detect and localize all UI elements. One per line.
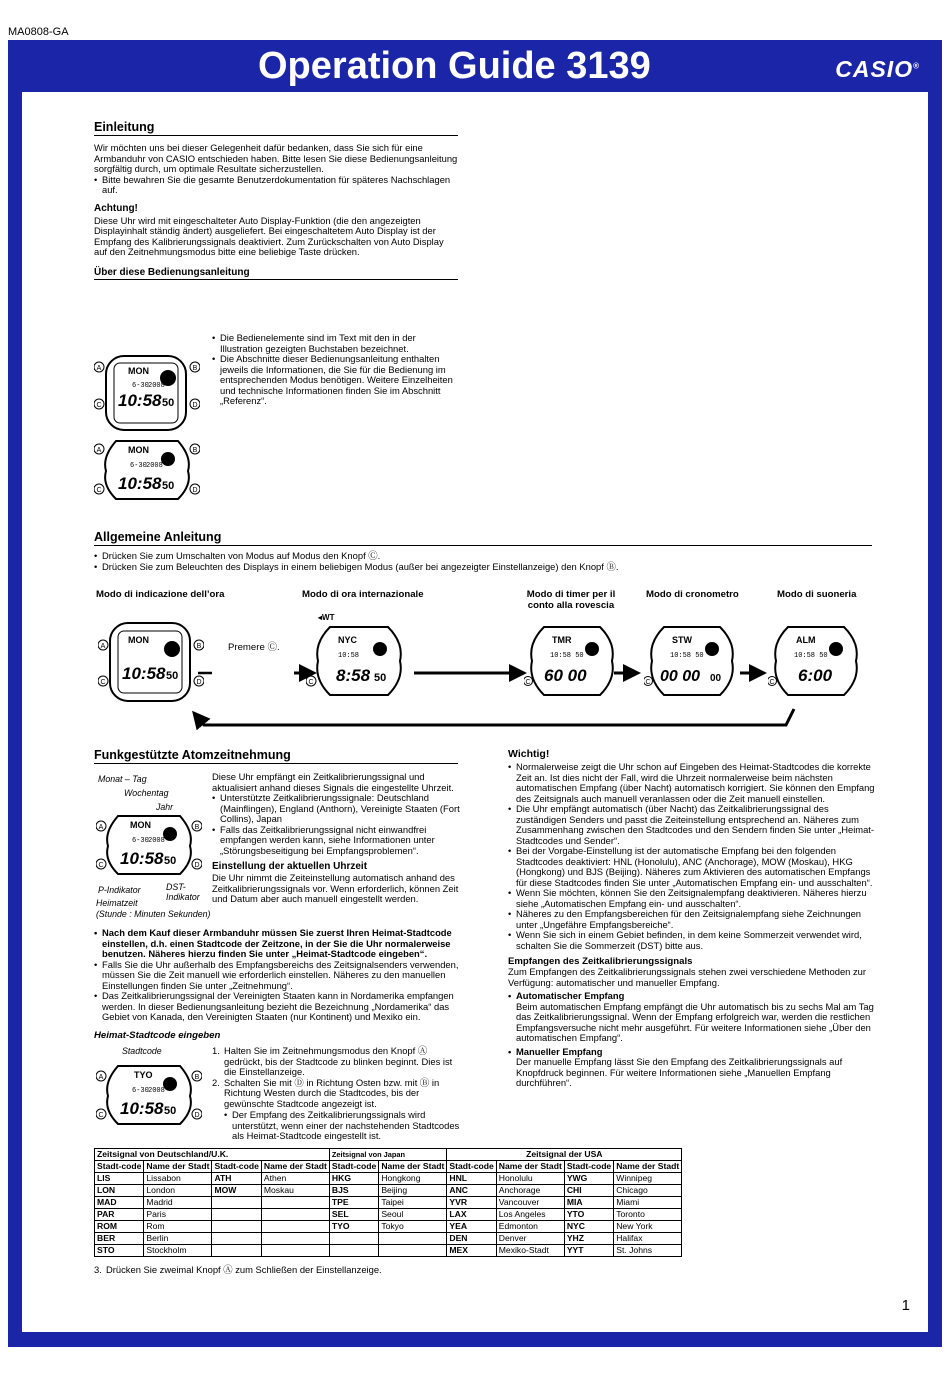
important-section bbox=[508, 748, 878, 1089]
step-2: 2. Schalten Sie mit Ⓓ in Richtung Osten bzw. mit Ⓑ in Richtung Westen durch die Stadtcodes, bis der gewünschte Stadtcode angezeigt ist. bbox=[212, 1076, 440, 1109]
table-header-name: Name der Stadt bbox=[379, 1161, 447, 1173]
mode-sub-2: 10:58 50 bbox=[550, 652, 584, 660]
table-row bbox=[95, 1220, 682, 1232]
logo-text: CASIO bbox=[835, 56, 914, 82]
city-name-cell: Halifax bbox=[614, 1232, 682, 1244]
mode-label-timekeeping: Modo di indicazione dell’ora bbox=[96, 589, 225, 600]
svg-text:B: B bbox=[196, 643, 202, 650]
svg-text:C: C bbox=[769, 679, 775, 686]
city-code-cell bbox=[212, 1220, 261, 1232]
city-code-cell: MOW bbox=[212, 1184, 261, 1196]
content-area bbox=[22, 92, 928, 1332]
city-code-cell: HNL bbox=[447, 1172, 496, 1184]
city-code-cell: TPE bbox=[329, 1196, 378, 1208]
intro-bullet: • Bitte bewahren Sie die gesamte Benutzerdokumentation für späteres Nachschlagen auf. bbox=[94, 175, 458, 196]
mode-main-1: 8:58 bbox=[336, 666, 371, 685]
important-bullet-6: • Wenn Sie sich in einem Gebiet befinden, in dem keine Sommerzeit verwendet wird, schalten Sie die Sommerzeit (DST) bitte aus. bbox=[508, 930, 878, 951]
radio-watch-diagram bbox=[94, 770, 214, 920]
city-code-cell: MEX bbox=[447, 1244, 496, 1256]
table-row bbox=[95, 1232, 682, 1244]
intro-text: Wir möchten uns bei dieser Gelegenheit dafür bedanken, dass Sie sich für eine Armbanduhr von CASIO entschieden haben. Bitte lesen Sie diese Bedienungsanleitung sorgfältig durch, um optimale Resultate sicherzustellen. bbox=[94, 142, 458, 174]
page-frame bbox=[8, 40, 942, 1347]
lcd-date: 6-30 bbox=[132, 382, 149, 390]
city-code-cell: TYO bbox=[329, 1220, 378, 1232]
home-city-title: Heimat-Stadtcode eingeben bbox=[94, 1030, 221, 1041]
city-code-cell: CHI bbox=[564, 1184, 613, 1196]
mode-watch-world-time bbox=[306, 621, 412, 705]
mode-watch-stopwatch bbox=[644, 621, 740, 705]
radio-lcd-seconds: 50 bbox=[164, 855, 177, 867]
city-name-cell: Tokyo bbox=[379, 1220, 447, 1232]
radio-lcd-date: 6-30 bbox=[132, 837, 149, 845]
general-bullet-1: • Drücken Sie zum Umschalten von Modus auf Modus den Knopf Ⓒ. bbox=[94, 551, 872, 562]
city-code-cell: LIS bbox=[95, 1172, 144, 1184]
important-bullet-3: • Bei der Vorgabe-Einstellung ist der automatische Empfang bei den folgenden Stadtcodes deaktiviert: HNL (Honolulu), ANC (Anchorage), MOW (Moskau), HKG (Hongkong) und BJS (Beijing). Näheres zum Aktivieren des automatischen Empfangs für diese Stadtcodes finden Sie unter „Automatischen Empfang ein- und ausschalten“. bbox=[508, 846, 878, 888]
svg-text:D: D bbox=[196, 679, 202, 686]
city-name-cell: Edmonton bbox=[496, 1220, 564, 1232]
table-row bbox=[95, 1184, 682, 1196]
city-code-cell bbox=[329, 1232, 378, 1244]
svg-text:D: D bbox=[194, 862, 200, 869]
table-group-header-us: Zeitsignal der USA bbox=[447, 1149, 682, 1161]
city-name-cell: Moskau bbox=[261, 1184, 329, 1196]
city-code-cell: YHZ bbox=[564, 1232, 613, 1244]
mode-top-1: NYC bbox=[338, 635, 358, 645]
mode-main-3: 00 00 bbox=[660, 668, 701, 685]
city-code-cell bbox=[212, 1244, 261, 1256]
city-name-cell: Mexiko-Stadt bbox=[496, 1244, 564, 1256]
label-weekday: Wochentag bbox=[124, 788, 169, 798]
home-lcd-seconds: 50 bbox=[164, 1105, 177, 1117]
lcd-day: MON bbox=[128, 366, 149, 376]
city-code-cell: YTO bbox=[564, 1208, 613, 1220]
city-code-cell: ANC bbox=[447, 1184, 496, 1196]
label-month-day: Monat – Tag bbox=[98, 774, 147, 784]
home-lcd-year: 2008 bbox=[148, 1087, 165, 1095]
warning-title: Achtung! bbox=[94, 202, 138, 214]
manual-receive-text: Der manuelle Empfang lässt Sie den Empfang des Zeitkalibrierungssignals auf Knopfdruck beginnen. Für weitere Informationen siehe „Manuellen Empfang durchführen“. bbox=[516, 1056, 843, 1088]
table-header-code: Stadt-code bbox=[564, 1161, 613, 1173]
home-lcd-city: TYO bbox=[134, 1070, 153, 1080]
about-bullets bbox=[212, 333, 460, 407]
general-bullet-2: • Drücken Sie zum Beleuchten des Displays in einem beliebigen Modus (außer bei angezeigter Einstellanzeige) den Knopf Ⓑ. bbox=[94, 562, 872, 573]
svg-text:C: C bbox=[96, 402, 102, 409]
radio-section-header bbox=[94, 748, 458, 764]
intro-title: Einleitung bbox=[94, 120, 458, 136]
mode-top-2: TMR bbox=[552, 635, 572, 645]
step-3: 3. Drücken Sie zweimal Knopf Ⓐ zum Schließen der Einstellanzeige. bbox=[94, 1264, 382, 1275]
press-c-label: Premere Ⓒ. bbox=[228, 642, 280, 653]
general-section bbox=[94, 530, 872, 572]
city-name-cell: Anchorage bbox=[496, 1184, 564, 1196]
table-column-headers bbox=[95, 1161, 682, 1173]
city-code-cell: SEL bbox=[329, 1208, 378, 1220]
mode-top-0: MON bbox=[128, 635, 149, 645]
city-code-cell: YVR bbox=[447, 1196, 496, 1208]
svg-text:B: B bbox=[192, 365, 198, 372]
city-name-cell: Stockholm bbox=[144, 1244, 212, 1256]
auto-receive-title: • Automatischer Empfang bbox=[508, 991, 878, 1002]
table-group-header-eu: Zeitsignal von Deutschland/U.K. bbox=[95, 1149, 330, 1161]
city-code-cell: DEN bbox=[447, 1232, 496, 1244]
important-bullet-1: • Normalerweise zeigt die Uhr schon auf Eingeben des Heimat-Stadtcodes die korrekte Zeit an. Ist dies nicht der Fall, wird die Uhrzeit normalerweise beim nächsten automatischen Empfang (über Nacht) automatisch korrigiert. Sie können den Empfang des Zeitsignals auch manuell veranlassen oder die Zeit manuell einstellen. bbox=[508, 762, 878, 804]
city-code-cell: STO bbox=[95, 1244, 144, 1256]
radio-lcd-year: 2008 bbox=[148, 837, 165, 845]
mode-main-0: 10:58 bbox=[122, 664, 166, 683]
flow-return-arrow bbox=[194, 709, 794, 725]
city-name-cell: Winnipeg bbox=[614, 1172, 682, 1184]
svg-text:B: B bbox=[194, 1074, 200, 1081]
mode-sub-1: 10:58 bbox=[338, 652, 360, 660]
about-bullet-1: • Die Bedienelemente sind im Text mit den in der Illustration gezeigten Buchstaben bezeichnet. bbox=[212, 333, 460, 354]
svg-text:B: B bbox=[192, 447, 198, 454]
page-number: 1 bbox=[901, 1297, 910, 1314]
lcd-seconds-2: 50 bbox=[162, 480, 175, 492]
radio-lcd-time: 10:58 bbox=[120, 849, 164, 868]
home-city-steps bbox=[212, 1046, 462, 1109]
city-code-cell: YEA bbox=[447, 1220, 496, 1232]
mode-sec-3: 00 bbox=[710, 673, 722, 684]
svg-text:D: D bbox=[194, 1112, 200, 1119]
about-bullet-2: • Die Abschnitte dieser Bedienungsanleitung enthalten jeweils die Informationen, die Sie für die Bedienung im entsprechenden Modus benötigen. Weitere Einzelheiten und technische Informationen finden Sie im Abschnitt „Referenz“. bbox=[212, 354, 460, 407]
lcd-time-2: 10:58 bbox=[118, 474, 162, 493]
document-id: MA0808-GA bbox=[8, 26, 69, 38]
city-name-cell: Toronto bbox=[614, 1208, 682, 1220]
city-code-cell: HKG bbox=[329, 1172, 378, 1184]
label-year: Jahr bbox=[156, 802, 174, 812]
home-city-watch-diagram bbox=[94, 1044, 214, 1134]
table-header-name: Name der Stadt bbox=[614, 1161, 682, 1173]
about-title: Über diese Bedienungsanleitung bbox=[94, 267, 458, 280]
table-row bbox=[95, 1196, 682, 1208]
city-name-cell: Miami bbox=[614, 1196, 682, 1208]
city-code-cell: YWG bbox=[564, 1172, 613, 1184]
radio-lcd-day: MON bbox=[130, 820, 151, 830]
mode-label-stopwatch: Modo di cronometro bbox=[646, 589, 739, 600]
city-name-cell: Taipei bbox=[379, 1196, 447, 1208]
table-row bbox=[95, 1172, 682, 1184]
table-group-header-jp: Zeitsignal von Japan bbox=[329, 1149, 446, 1161]
mode-sec-0: 50 bbox=[166, 670, 179, 682]
mode-label-timer: Modo di timer per il conto alla rovescia bbox=[526, 589, 616, 611]
svg-text:A: A bbox=[96, 365, 102, 372]
step-2-text: Schalten Sie mit Ⓓ in Richtung Osten bzw. mit Ⓑ in Richtung Westen durch die Stadtcodes, bis der gewünschte Stadtcode angezeigt ist. bbox=[224, 1076, 440, 1109]
important-title: Wichtig! bbox=[508, 748, 550, 760]
table-body bbox=[95, 1172, 682, 1256]
home-lcd-time: 10:58 bbox=[120, 1099, 164, 1118]
step-2-bullet-list bbox=[224, 1110, 462, 1142]
city-name-cell: Lissabon bbox=[144, 1172, 212, 1184]
city-code-cell: ATH bbox=[212, 1172, 261, 1184]
lcd-time: 10:58 bbox=[118, 391, 162, 410]
table-row bbox=[95, 1244, 682, 1256]
setting-title: Einstellung der aktuellen Uhrzeit bbox=[212, 861, 368, 872]
svg-text:A: A bbox=[96, 447, 102, 454]
city-name-cell: Berlin bbox=[144, 1232, 212, 1244]
city-code-cell: YYT bbox=[564, 1244, 613, 1256]
receive-title: Empfangen des Zeitkalibrierungssignals bbox=[508, 956, 693, 967]
svg-text:A: A bbox=[100, 643, 106, 650]
step-3-list bbox=[94, 1265, 460, 1276]
warning-text: Diese Uhr wird mit eingeschalteter Auto Display-Funktion (die den angezeigten Displayinhalt ständig ändert) ausgeliefert. Bei eingeschaltetem Auto Display ist der Empfang des Kalibrierungssignals deaktiviert. Zum Zurückschalten von Auto Display auf den Zeitnehmungsmodus bitte eine beliebige Taste drücken. bbox=[94, 214, 444, 257]
city-code-cell: NYC bbox=[564, 1220, 613, 1232]
lcd-year: 2008 bbox=[148, 382, 165, 390]
table-row bbox=[95, 1208, 682, 1220]
city-code-cell: BER bbox=[95, 1232, 144, 1244]
important-bullet-5: • Näheres zu den Empfangsbereichen für den Zeitsignalempfang siehe Zeichnungen unter „Ungefähre Empfangsbereiche“. bbox=[508, 909, 878, 930]
mode-top-4: ALM bbox=[796, 635, 816, 645]
label-home-time-note: (Stunde : Minuten Sekunden) bbox=[96, 909, 211, 919]
city-code-table bbox=[94, 1148, 682, 1257]
svg-text:C: C bbox=[100, 679, 106, 686]
svg-text:D: D bbox=[192, 402, 198, 409]
svg-text:C: C bbox=[645, 679, 651, 686]
label-dst-indicator: DST-Indikator bbox=[166, 882, 200, 902]
receive-text: Zum Empfangen des Zeitkalibrierungssignals stehen zwei verschiedene Methoden zur Verfügung: automatischer und manueller Empfang. bbox=[508, 966, 867, 988]
city-name-cell: London bbox=[144, 1184, 212, 1196]
table-header-code: Stadt-code bbox=[329, 1161, 378, 1173]
page-title: Operation Guide 3139 bbox=[258, 45, 651, 87]
city-code-cell bbox=[329, 1244, 378, 1256]
mode-sec-1: 50 bbox=[374, 672, 387, 684]
city-name-cell: Los Angeles bbox=[496, 1208, 564, 1220]
mode-main-4: 6:00 bbox=[798, 666, 833, 685]
city-name-cell: Rom bbox=[144, 1220, 212, 1232]
city-name-cell: Athen bbox=[261, 1172, 329, 1184]
table-header-name: Name der Stadt bbox=[144, 1161, 212, 1173]
city-code-cell: LON bbox=[95, 1184, 144, 1196]
step-1: 1. Halten Sie im Zeitnehmungsmodus den Knopf Ⓐ gedrückt, bis der Stadtcode zu blinken beginnt. Dies ist die Einstellanzeige. bbox=[212, 1045, 453, 1077]
city-name-cell bbox=[261, 1244, 329, 1256]
manual-receive-title: • Manueller Empfang bbox=[508, 1047, 878, 1058]
setting-text: Die Uhr nimmt die Zeiteinstellung automatisch anhand des Zeitkalibrierungssignals vor. Wenn erforderlich, können Zeit und Datum aber auch manuell eingestellt werden. bbox=[212, 872, 459, 904]
mode-flow-diagram bbox=[94, 589, 874, 739]
lcd-year-2: 2008 bbox=[146, 462, 163, 470]
city-code-cell bbox=[212, 1208, 261, 1220]
city-name-cell bbox=[379, 1244, 447, 1256]
table-header-code: Stadt-code bbox=[95, 1161, 144, 1173]
auto-receive-text: Beim automatischen Empfang empfängt die Uhr automatisch bis zu sechs Mal am Tag das Zeitkalibrierungssignal. Wenn der Empfang erfolgreich war, werden die restlichen Empfangsversuche nicht mehr ausgeführt. Für weitere Informationen siehe „Über den automatischen Empfang“. bbox=[516, 1000, 874, 1043]
radio-bullet2-3: • Das Zeitkalibrierungssignal der Vereinigten Staaten kann in Nordamerika empfangen werden. In dieser Bedienungsanleitung bezieht die Bezeichnung „Nordamerika“ das Gebiet von Kanada, den Vereinigten Staaten (nur Kontinent) und Mexiko ein. bbox=[94, 991, 462, 1023]
table-header-code: Stadt-code bbox=[212, 1161, 261, 1173]
svg-text:B: B bbox=[194, 824, 200, 831]
table-header-name: Name der Stadt bbox=[261, 1161, 329, 1173]
step-2-bullet: • Der Empfang des Zeitkalibrierungssignals wird unterstützt, wenn einer der nachstehenden Stadtcodes als Heimat-Stadtcode eingestellt ist. bbox=[224, 1110, 462, 1142]
city-name-cell bbox=[261, 1208, 329, 1220]
step-3-text: Drücken Sie zweimal Knopf Ⓐ zum Schließen der Einstellanzeige. bbox=[106, 1264, 382, 1275]
table-header-name: Name der Stadt bbox=[496, 1161, 564, 1173]
important-bullet-4: • Wenn Sie möchten, können Sie den Zeitsignalempfang deaktivieren. Näheres hierzu siehe „Automatischen Empfang ein- und ausschalten“. bbox=[508, 888, 878, 909]
radio-intro-block bbox=[212, 772, 462, 905]
city-code-cell: MIA bbox=[564, 1196, 613, 1208]
svg-text:C: C bbox=[98, 1112, 104, 1119]
radio-bullet2-2: • Falls Sie die Uhr außerhalb des Empfangsbereichs des Zeitsignalsenders verwenden, müssen Sie die Zeit manuell wie erforderlich einstellen. Näheres zu den manuellen Einstellungen finden Sie unter „Zeitnehmung“. bbox=[94, 960, 462, 992]
radio-bullet2-1: • Nach dem Kauf dieser Armbanduhr müssen Sie zuerst Ihren Heimat-Stadtcode einstellen, d.h. einen Stadtcode der Zeitzone, in der Sie die Uhr normalerweise benutzen. Näheres hierzu finden Sie unter „Heimat-Stadtcode eingeben“. bbox=[94, 928, 462, 960]
city-name-cell: New York bbox=[614, 1220, 682, 1232]
radio-bullet-2: • Falls das Zeitkalibrierungssignal nicht einwandfrei empfangen werden kann, siehe Informationen unter „Störungsbeseitigung bei Empfangsproblemen“. bbox=[212, 825, 462, 857]
city-name-cell: Vancouver bbox=[496, 1196, 564, 1208]
mode-main-2: 60 00 bbox=[544, 666, 587, 685]
city-name-cell: Honolulu bbox=[496, 1172, 564, 1184]
mode-label-alarm: Modo di suoneria bbox=[777, 589, 857, 600]
radio-bullets-2 bbox=[94, 928, 462, 1023]
city-name-cell: Seoul bbox=[379, 1208, 447, 1220]
mode-label-world-time: Modo di ora internazionale bbox=[302, 589, 424, 600]
city-code-cell bbox=[212, 1196, 261, 1208]
city-name-cell: St. Johns bbox=[614, 1244, 682, 1256]
city-code-cell: PAR bbox=[95, 1208, 144, 1220]
intro-section bbox=[94, 120, 458, 280]
casio-logo: CASIO® bbox=[835, 56, 920, 82]
radio-intro: Diese Uhr empfängt ein Zeitkalibrierungssignal und aktualisiert anhand dieses Signals die eingestellte Uhrzeit. bbox=[212, 771, 454, 793]
city-code-cell: ROM bbox=[95, 1220, 144, 1232]
lcd-seconds: 50 bbox=[162, 397, 175, 409]
svg-text:C: C bbox=[525, 679, 531, 686]
world-time-tag: ◂WT bbox=[318, 613, 335, 622]
watch-illustration-2 bbox=[94, 437, 200, 503]
important-bullet-2: • Die Uhr empfängt automatisch (über Nacht) das Zeitkalibrierungssignal des zuständigen Senders und passt die Zeiteinstellung entsprechend an. Näheres zum Zusammenhang zwischen den Stadtcodes und den Sendern finden Sie unter „Heimat-Stadtcodes und Sender“. bbox=[508, 804, 878, 846]
step-1-text: Halten Sie im Zeitnehmungsmodus den Knopf Ⓐ gedrückt, bis der Stadtcode zu blinken beginnt. Dies ist die Einstellanzeige. bbox=[224, 1045, 453, 1077]
label-home-time: Heimatzeit bbox=[96, 898, 138, 908]
city-code-cell: BJS bbox=[329, 1184, 378, 1196]
city-code-cell: MAD bbox=[95, 1196, 144, 1208]
svg-text:C: C bbox=[96, 487, 102, 494]
general-title: Allgemeine Anleitung bbox=[94, 530, 872, 546]
svg-text:C: C bbox=[308, 679, 314, 686]
mode-sub-4: 10:58 50 bbox=[794, 652, 828, 660]
label-city-code: Stadtcode bbox=[122, 1046, 162, 1056]
city-name-cell: Beijing bbox=[379, 1184, 447, 1196]
svg-text:D: D bbox=[192, 487, 198, 494]
city-name-cell: Paris bbox=[144, 1208, 212, 1220]
city-name-cell: Hongkong bbox=[379, 1172, 447, 1184]
lcd-date-2: 6-30 bbox=[130, 462, 147, 470]
city-name-cell bbox=[261, 1232, 329, 1244]
city-name-cell bbox=[379, 1232, 447, 1244]
mode-sub-3: 10:58 50 bbox=[670, 652, 704, 660]
home-lcd-date: 6-30 bbox=[132, 1087, 149, 1095]
city-name-cell: Chicago bbox=[614, 1184, 682, 1196]
mode-watch-timer bbox=[524, 621, 620, 705]
city-name-cell: Madrid bbox=[144, 1196, 212, 1208]
mode-watch-alarm bbox=[768, 621, 864, 705]
lcd-day-2: MON bbox=[128, 445, 149, 455]
svg-text:A: A bbox=[98, 824, 104, 831]
city-name-cell: Denver bbox=[496, 1232, 564, 1244]
label-p-indicator: P-Indikator bbox=[98, 885, 141, 895]
city-code-cell bbox=[212, 1232, 261, 1244]
mode-watch-timekeeping bbox=[98, 621, 204, 705]
table-header-code: Stadt-code bbox=[447, 1161, 496, 1173]
radio-bullet-1: • Unterstützte Zeitkalibrierungssignale: Deutschland (Mainflingen), England (Anthorn), Vereinigte Staaten (Fort Collins), Japan bbox=[212, 793, 462, 825]
radio-title: Funkgestützte Atomzeitnehmung bbox=[94, 748, 458, 764]
watch-illustration-1 bbox=[94, 354, 200, 434]
svg-text:C: C bbox=[98, 862, 104, 869]
city-code-cell: LAX bbox=[447, 1208, 496, 1220]
city-name-cell bbox=[261, 1196, 329, 1208]
city-name-cell bbox=[261, 1220, 329, 1232]
svg-text:A: A bbox=[98, 1074, 104, 1081]
mode-top-3: STW bbox=[672, 635, 692, 645]
